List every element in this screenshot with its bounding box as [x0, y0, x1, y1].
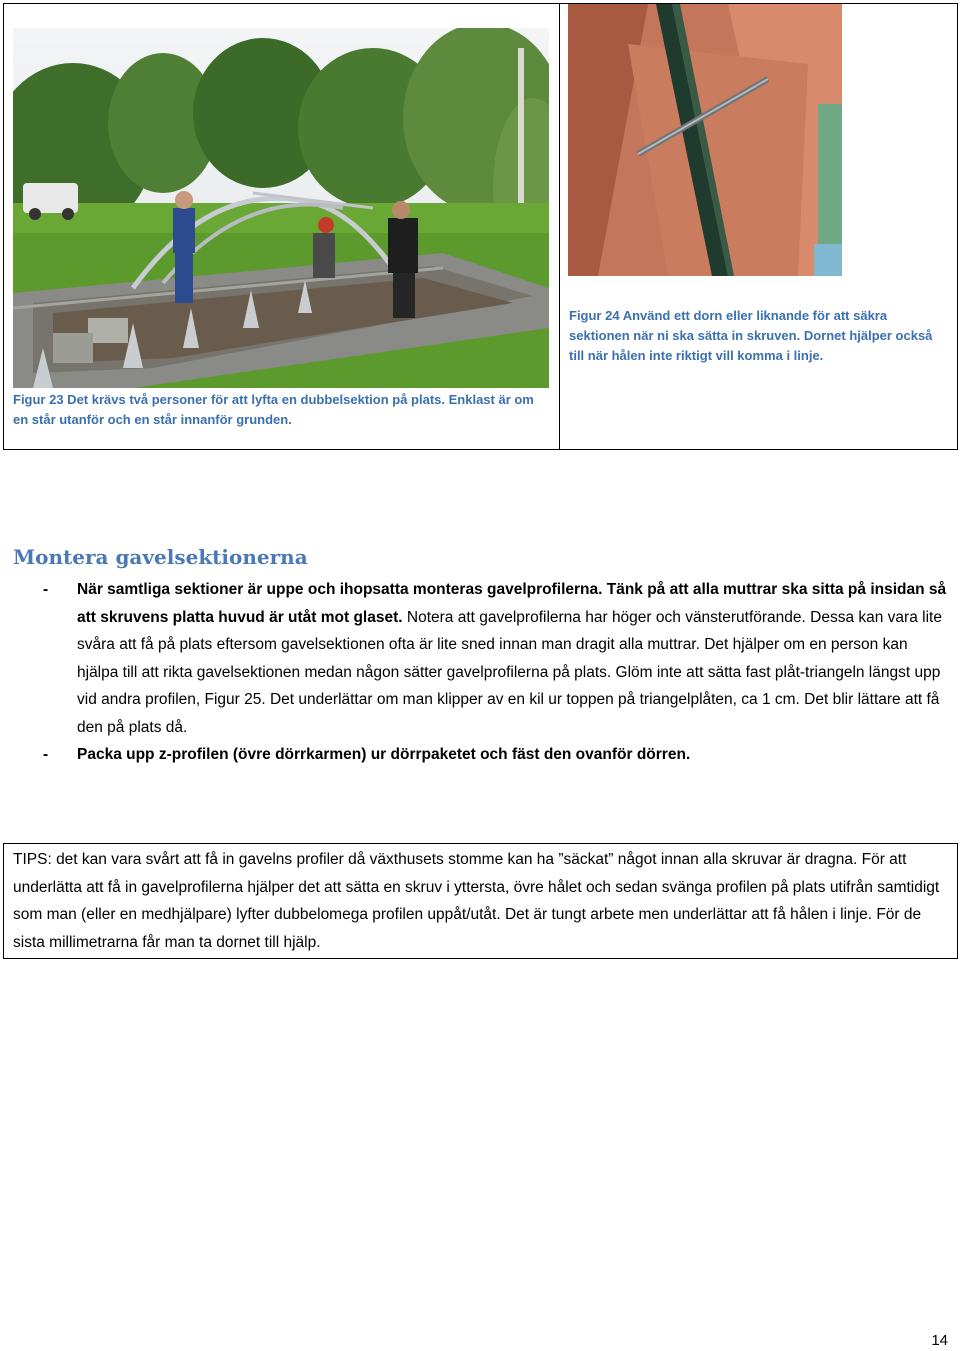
- list-item-bold-text: Packa upp z-profilen (övre dörrkarmen) ur dörrpaketet och fäst den ovanför dörren.: [77, 746, 691, 763]
- table-divider: [559, 4, 560, 449]
- section-heading: Montera gavelsektionerna: [13, 545, 308, 569]
- list-dash: -: [43, 746, 49, 763]
- figure-24-caption: Figur 24 Använd ett dorn eller liknande för att säkra sektionen när ni ska sätta in skruven. Dornet hjälper också till när hålen inte riktigt vill komma i linje.: [569, 308, 933, 363]
- list-item-text: Notera att gavelprofilerna har höger och vänsterutförande. Dessa kan vara lite svåra att få på plats eftersom gavelsektionen ofta är lite sned innan man dragit alla muttrar. Det hjälper om en person kan hjälpa till att rikta gavelsektionen medan någon sätter gavelprofilerna på plats. Glöm inte att sätta fast plåt-triangeln längst upp vid andra profilen, Figur 25. Det underlättar om man klipper av en kil ur toppen på triangelplåten, ca 1 cm. Det blir lättare att få den på plats då.: [77, 608, 942, 736]
- figure-23-caption: Figur 23 Det krävs två personer för att lyfta en dubbelsektion på plats. Enklast är om en står utanför och en står innanför grunden.: [13, 392, 534, 427]
- instruction-list: [13, 576, 948, 769]
- list-item-bold-text: När samtliga sektioner är uppe och ihopsatta monteras gavelprofilerna. Tänk på att alla muttrar ska sitta på insidan så att skruvens platta huvud är utåt mot glaset.: [77, 581, 947, 626]
- drift-pin-photo: [568, 4, 842, 276]
- page-number: 14: [931, 1332, 948, 1349]
- figure-table: [3, 3, 958, 450]
- tips-box: [3, 843, 958, 959]
- greenhouse-frame-photo: [13, 28, 549, 388]
- list-dash: -: [43, 581, 49, 598]
- tips-text: TIPS: det kan vara svårt att få in gavelns profiler då växthusets stomme kan ha ”säckat” något innan alla skruvar är dragna. För att underlätta att få in gavelprofilerna hjälper det att sätta en skruv i yttersta, övre hålet och sedan svänga profilen på plats utifrån samtidigt som man (eller en medhjälpare) lyfter dubbelomega profilen uppåt/utåt. Det är tungt arbete men underlättar att få hålen i linje. För de sista millimetrarna får man ta dornet till hjälp.: [13, 851, 940, 951]
- list-item: [13, 741, 948, 769]
- list-item: [13, 576, 948, 741]
